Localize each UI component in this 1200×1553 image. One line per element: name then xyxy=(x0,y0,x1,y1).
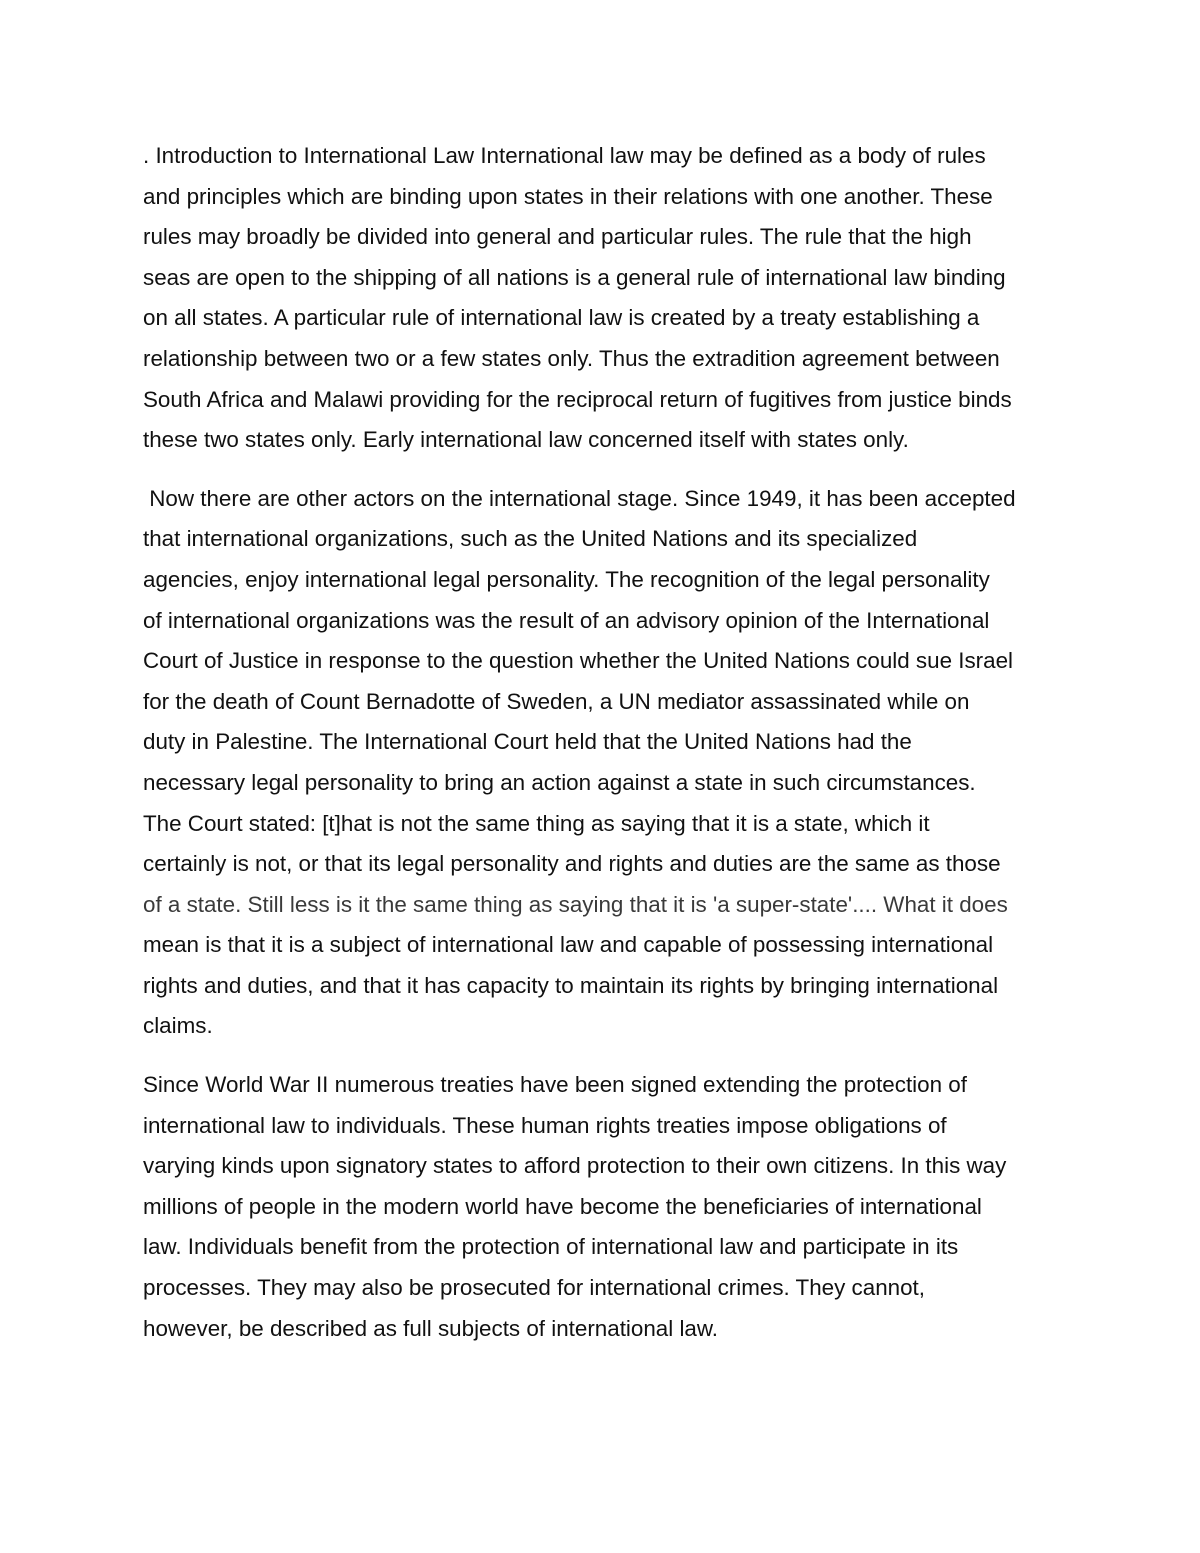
text-line: rules may broadly be divided into general and particular rules. The rule that the high xyxy=(143,224,972,250)
text-line: that international organizations, such as the United Nations and its specialized xyxy=(143,526,918,552)
text-line: international law to individuals. These human rights treaties impose obligations of xyxy=(143,1112,947,1138)
text-line: duty in Palestine. The International Court held that the United Nations had the xyxy=(143,729,912,755)
text-line: these two states only. Early international law concerned itself with states only. xyxy=(143,427,909,453)
text-line: on all states. A particular rule of international law is created by a treaty establishing a xyxy=(143,305,980,331)
text-line: law. Individuals benefit from the protection of international law and participate in its xyxy=(143,1234,959,1260)
text-line: varying kinds upon signatory states to afford protection to their own citizens. In this way xyxy=(143,1153,1007,1179)
text-line: millions of people in the modern world have become the beneficiaries of international xyxy=(143,1193,982,1219)
text-line: claims. xyxy=(143,1013,213,1039)
text-line: however, be described as full subjects of international law. xyxy=(143,1315,719,1341)
text-line: certainly is not, or that its legal personality and rights and duties are the same as those xyxy=(143,851,1001,877)
paragraph-human-rights xyxy=(143,1065,1063,1349)
text-line: rights and duties, and that it has capacity to maintain its rights by bringing international xyxy=(143,972,999,998)
text-line: Court of Justice in response to the question whether the United Nations could sue Israel xyxy=(143,648,1013,674)
text-line: and principles which are binding upon states in their relations with one another. These xyxy=(143,183,993,209)
text-line: South Africa and Malawi providing for the reciprocal return of fugitives from justice binds xyxy=(143,386,1012,412)
text-line: processes. They may also be prosecuted for international crimes. They cannot, xyxy=(143,1275,925,1301)
text-line: Since World War II numerous treaties have been signed extending the protection of xyxy=(143,1072,967,1098)
text-line: necessary legal personality to bring an action against a state in such circumstances. xyxy=(143,769,976,795)
text-line: of international organizations was the result of an advisory opinion of the International xyxy=(143,607,990,633)
text-line: The Court stated: [t]hat is not the same thing as saying that it is a state, which it xyxy=(143,810,930,836)
text-line: for the death of Count Bernadotte of Sweden, a UN mediator assassinated while on xyxy=(143,688,970,714)
text-line: . Introduction to International Law International law may be defined as a body of rules xyxy=(143,143,986,168)
text-line: mean is that it is a subject of international law and capable of possessing international xyxy=(143,932,994,958)
document-body xyxy=(143,136,1063,1349)
text-line: Now there are other actors on the international stage. Since 1949, it has been accepted xyxy=(143,485,1016,511)
text-line: agencies, enjoy international legal personality. The recognition of the legal personality xyxy=(143,566,990,592)
text-line: seas are open to the shipping of all nations is a general rule of international law binding xyxy=(143,264,1006,290)
paragraph-other-actors xyxy=(143,479,1063,1047)
text-line: of a state. Still less is it the same thing as saying that it is 'a super-state'.... What it does xyxy=(143,891,1008,917)
paragraph-introduction xyxy=(143,136,1063,461)
text-line: relationship between two or a few states only. Thus the extradition agreement between xyxy=(143,345,1000,371)
